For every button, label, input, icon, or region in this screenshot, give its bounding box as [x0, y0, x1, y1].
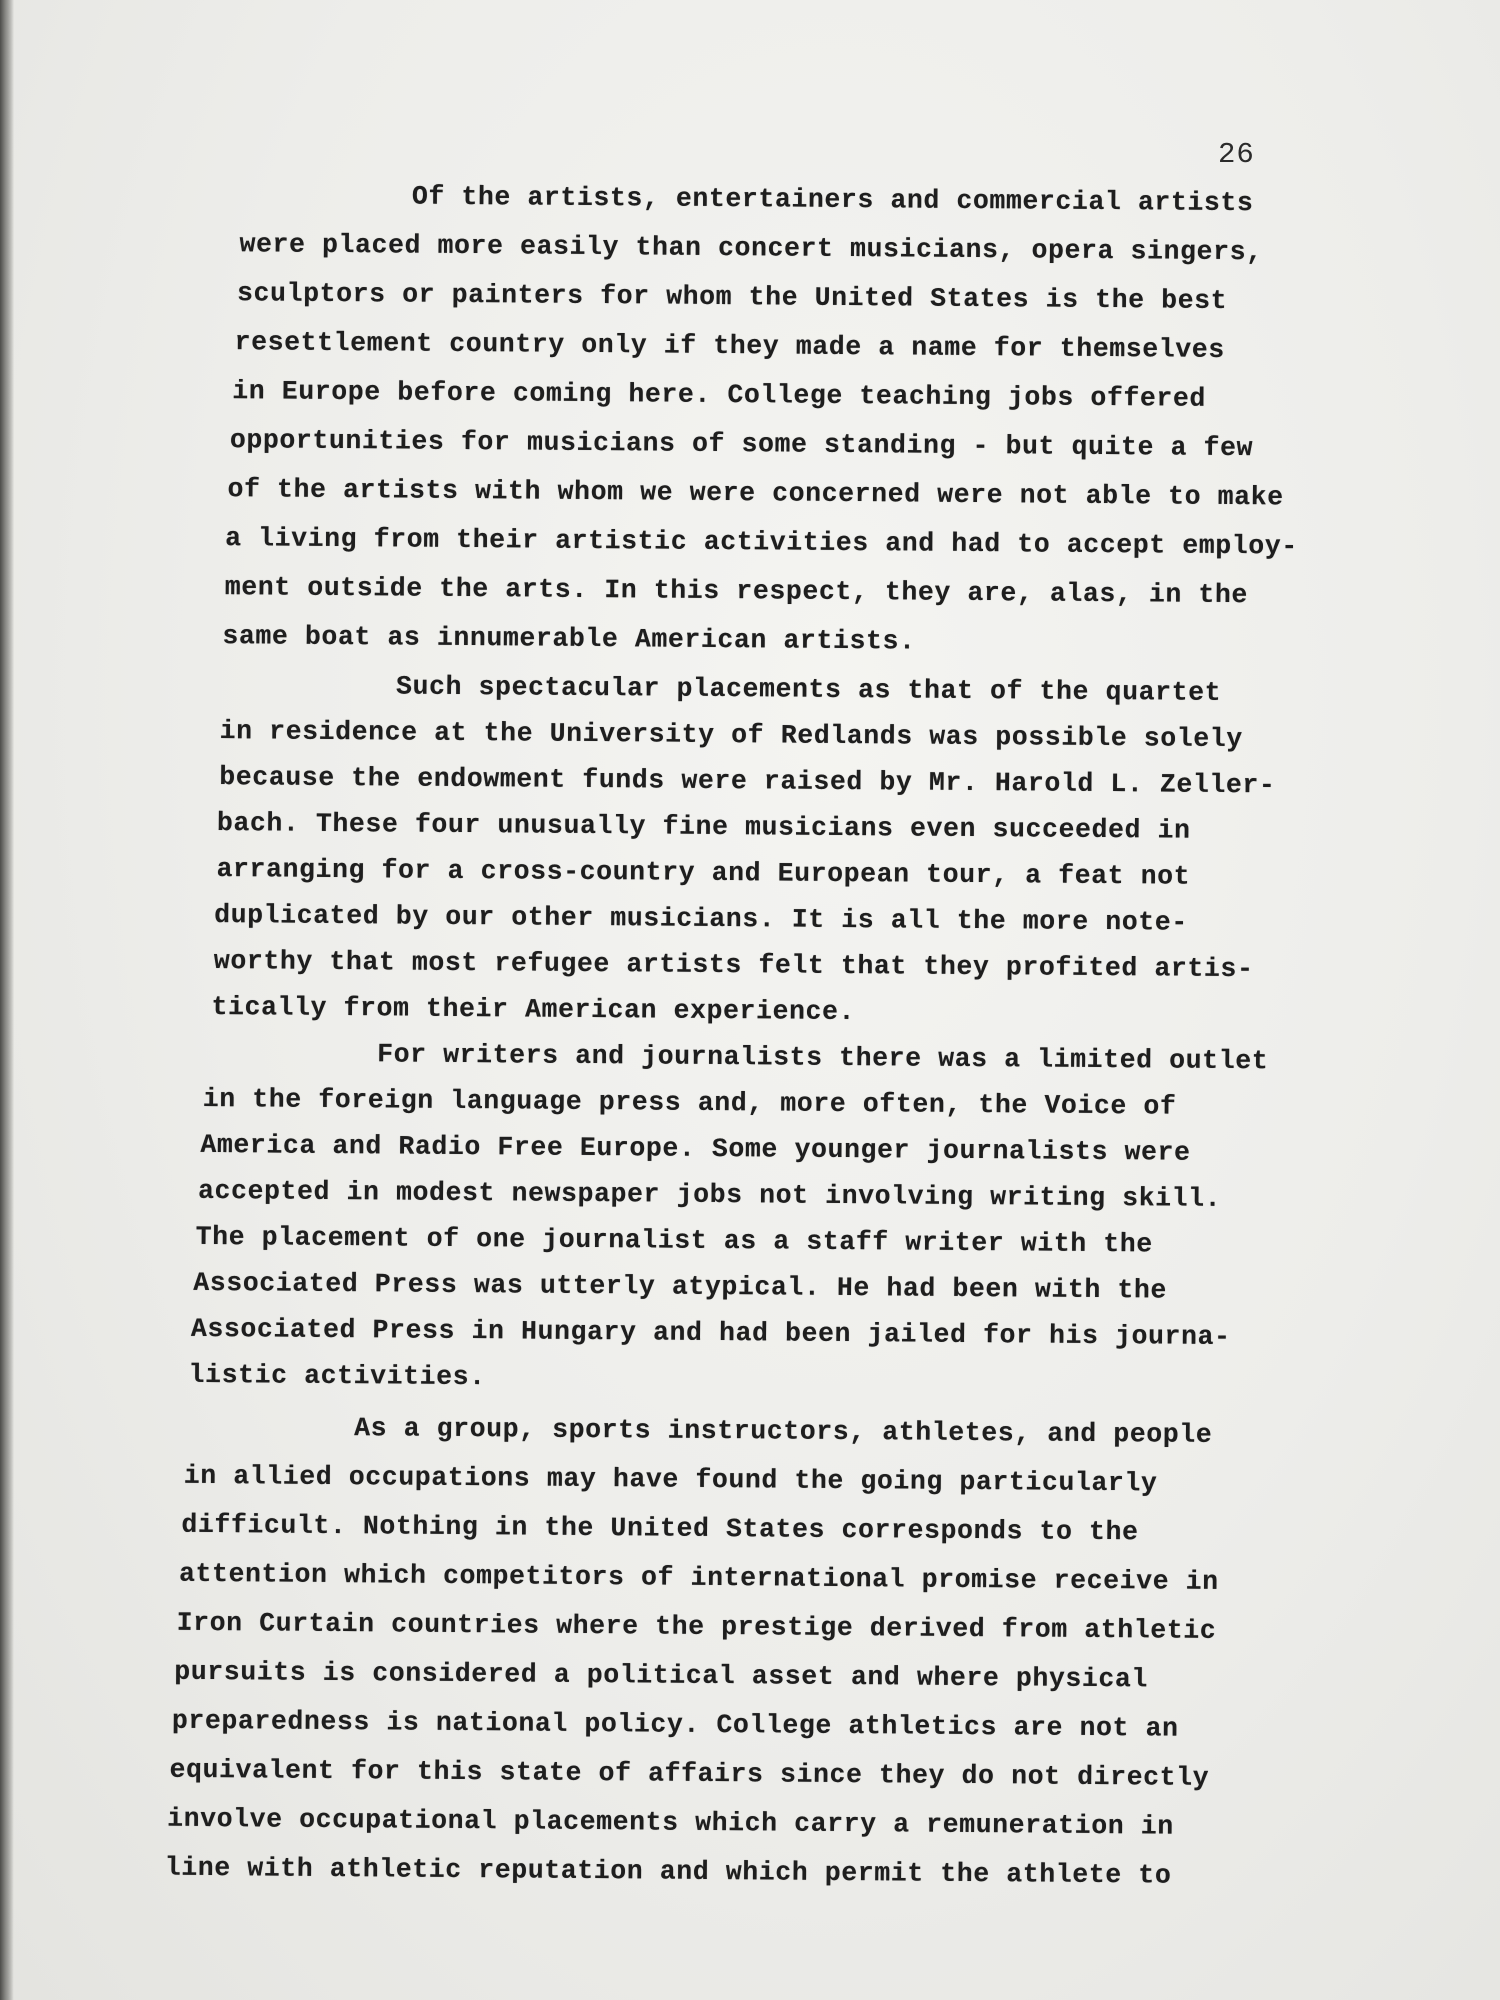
text-line: pursuits is considered a political asset and where physical — [174, 1656, 1149, 1695]
text-line: in allied occupations may have found the going particularly — [183, 1460, 1158, 1499]
text-line: For writers and journalists there was a limited outlet — [377, 1039, 1269, 1077]
page-binding-edge — [0, 0, 14, 2000]
text-line: Of the artists, entertainers and commercial artists — [411, 181, 1254, 219]
typewritten-page — [14, 0, 1500, 2000]
text-line: a living from their artistic activities and had to accept employ- — [225, 523, 1298, 562]
text-line: bach. These four unusually fine musicians even succeeded in — [216, 808, 1191, 846]
text-line: preparedness is national policy. College athletics are not an — [171, 1705, 1179, 1744]
text-line: in Europe before coming here. College teaching jobs offered — [232, 376, 1207, 414]
text-line: ment outside the arts. In this respect, they are, alas, in the — [224, 572, 1249, 611]
text-line: accepted in modest newspaper jobs not involving writing skill. — [197, 1175, 1222, 1214]
text-line: in residence at the University of Redlands was possible solely — [219, 716, 1243, 755]
text-line: America and Radio Free Europe. Some younger journalists were — [200, 1129, 1191, 1168]
text-line: attention which competitors of international promise receive in — [178, 1558, 1219, 1597]
text-line: arranging for a cross-country and European tour, a feat not — [216, 854, 1191, 892]
page-number: 26 — [1218, 138, 1255, 171]
text-line: The placement of one journalist as a staff writer with the — [195, 1221, 1153, 1260]
text-line: equivalent for this state of affairs since they do not directly — [169, 1754, 1210, 1793]
text-line: sculptors or painters for whom the United States is the best — [236, 278, 1228, 316]
text-line: difficult. Nothing in the United States corresponds to the — [181, 1509, 1139, 1548]
text-line: Associated Press in Hungary and had been jailed for his journa- — [190, 1313, 1231, 1353]
text-line: Associated Press was utterly atypical. He had been with the — [193, 1267, 1168, 1306]
text-line: were placed more easily than concert musicians, opera singers, — [239, 229, 1263, 268]
body-text — [164, 180, 1394, 1891]
text-line: listic activities. — [188, 1359, 486, 1393]
text-line: resettlement country only if they made a name for themselves — [234, 327, 1225, 365]
text-line: in the foreign language press and, more often, the Voice of — [202, 1083, 1177, 1122]
text-line: of the artists with whom we were concerned were not able to make — [227, 474, 1284, 513]
text-line: duplicated by our other musicians. It is all the more note- — [214, 900, 1188, 938]
text-line: Such spectacular placements as that of the quartet — [395, 671, 1222, 708]
text-line: worthy that most refugee artists felt that they profited artis- — [213, 946, 1254, 985]
text-line: same boat as innumerable American artists. — [222, 621, 916, 657]
text-line: because the endowment funds were raised by Mr. Harold L. Zeller- — [219, 762, 1276, 801]
text-line: opportunities for musicians of some standing - but quite a few — [229, 425, 1254, 464]
text-line: line with athletic reputation and which permit the athlete to — [164, 1852, 1172, 1891]
text-line: As a group, sports instructors, athletes, and people — [354, 1413, 1213, 1450]
text-line: involve occupational placements which carry a remuneration in — [167, 1803, 1174, 1842]
text-line: Iron Curtain countries where the prestige derived from athletic — [176, 1607, 1217, 1646]
text-line: tically from their American experience. — [211, 992, 856, 1028]
